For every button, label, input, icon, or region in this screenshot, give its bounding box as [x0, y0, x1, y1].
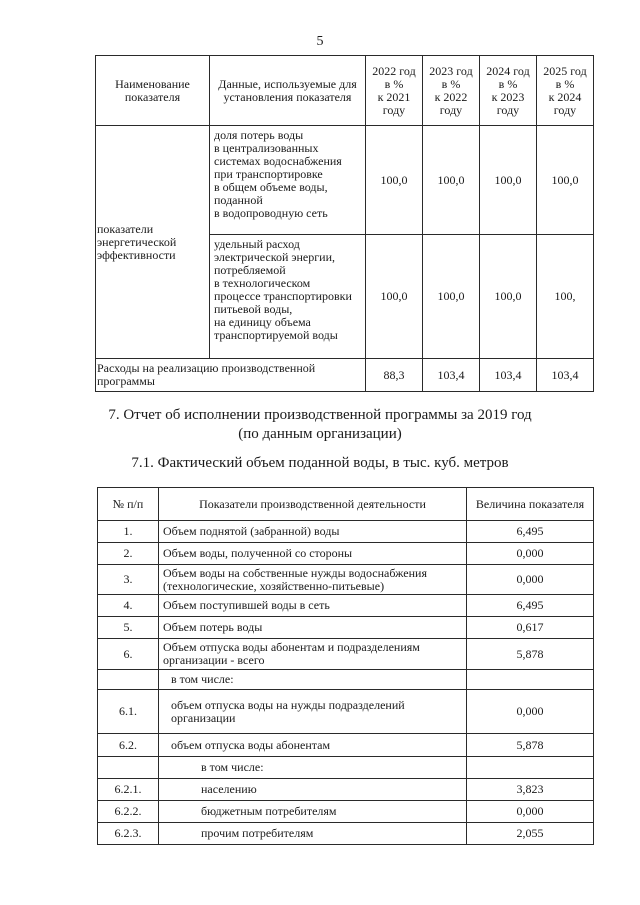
value-cell: 100, — [537, 235, 594, 359]
table-row — [98, 734, 594, 757]
table-row — [98, 801, 594, 823]
value-cell: 103,4 — [537, 359, 594, 392]
row-number: 4. — [98, 595, 159, 617]
table-row — [98, 543, 594, 565]
row-label: Объем поступившей воды в сеть — [159, 595, 467, 617]
row-label: населению — [159, 779, 467, 801]
table-row — [98, 617, 594, 639]
group-name-energy-efficiency: показатели энергетической эффективности — [96, 126, 210, 359]
row-number: 6.2.2. — [98, 801, 159, 823]
row-number: 1. — [98, 521, 159, 543]
row-value: 0,000 — [467, 543, 594, 565]
water-volume-table — [97, 487, 594, 845]
row-value — [467, 757, 594, 779]
row-label: Объем отпуска воды абонентам и подразделениям организации - всего — [159, 639, 467, 670]
row-label-including: в том числе: — [159, 670, 467, 690]
row-label: бюджетным потребителям — [159, 801, 467, 823]
value-cell: 100,0 — [480, 126, 537, 235]
row-value — [467, 670, 594, 690]
value-cell: 100,0 — [366, 126, 423, 235]
table-row — [98, 823, 594, 845]
header-number: № п/п — [98, 488, 159, 521]
row-number: 6.2. — [98, 734, 159, 757]
row-value: 5,878 — [467, 639, 594, 670]
row-value: 0,000 — [467, 565, 594, 595]
row-number: 5. — [98, 617, 159, 639]
row-number: 6. — [98, 639, 159, 670]
row-label: объем отпуска воды на нужды подразделений организации — [159, 690, 467, 734]
row-number: 2. — [98, 543, 159, 565]
row-value: 0,000 — [467, 801, 594, 823]
table-row — [96, 359, 594, 392]
row-label: Объем воды, полученной со стороны — [159, 543, 467, 565]
row-value: 5,878 — [467, 734, 594, 757]
header-year-2023: 2023 год в % к 2022 году — [423, 56, 480, 126]
value-cell: 100,0 — [480, 235, 537, 359]
header-year-2022: 2022 год в % к 2021 году — [366, 56, 423, 126]
table-row — [98, 565, 594, 595]
table-row — [96, 126, 594, 235]
value-cell: 100,0 — [423, 126, 480, 235]
header-value: Величина показателя — [467, 488, 594, 521]
row-label: прочим потребителям — [159, 823, 467, 845]
row-number: 3. — [98, 565, 159, 595]
row-number: 6.2.3. — [98, 823, 159, 845]
header-indicators: Показатели производственной деятельности — [159, 488, 467, 521]
water-loss-share-description: доля потерь воды в централизованных системах водоснабжения при транспортировке в общем объеме воды, поданной в водопроводную сеть — [210, 126, 366, 235]
row-label: Объем воды на собственные нужды водоснабжения (технологические, хозяйственно-питьевые) — [159, 565, 467, 595]
table2-header-row — [98, 488, 594, 521]
row-number — [98, 670, 159, 690]
header-year-2025: 2025 год в % к 2024 году — [537, 56, 594, 126]
section-7-heading: 7. Отчет об исполнении производственной программы за 2019 год (по данным организации) — [108, 407, 532, 442]
table1-header-row — [96, 56, 594, 126]
expenses-label: Расходы на реализацию производственной программы — [96, 359, 366, 392]
header-data-used: Данные, используемые для установления показателя — [210, 56, 366, 126]
row-value: 6,495 — [467, 521, 594, 543]
energy-efficiency-table — [95, 55, 594, 392]
page-number: 5 — [316, 34, 324, 49]
row-label: Объем поднятой (забранной) воды — [159, 521, 467, 543]
row-number: 6.1. — [98, 690, 159, 734]
electricity-consumption-description: удельный расход электрической энергии, потребляемой в технологическом процессе транспортировки питьевой воды, на единицу объема транспортируемой воды — [210, 235, 366, 359]
table-row — [98, 779, 594, 801]
value-cell: 100,0 — [537, 126, 594, 235]
row-value: 2,055 — [467, 823, 594, 845]
header-indicator-name: Наименование показателя — [96, 56, 210, 126]
table-row — [98, 521, 594, 543]
table-row — [98, 639, 594, 670]
row-label-including: в том числе: — [159, 757, 467, 779]
row-value: 0,617 — [467, 617, 594, 639]
table-row — [98, 670, 594, 690]
row-value: 3,823 — [467, 779, 594, 801]
table-row — [98, 757, 594, 779]
value-cell: 103,4 — [480, 359, 537, 392]
value-cell: 100,0 — [366, 235, 423, 359]
value-cell: 88,3 — [366, 359, 423, 392]
row-value: 0,000 — [467, 690, 594, 734]
table-row — [98, 595, 594, 617]
header-year-2024: 2024 год в % к 2023 году — [480, 56, 537, 126]
value-cell: 100,0 — [423, 235, 480, 359]
row-label: Объем потерь воды — [159, 617, 467, 639]
table-row — [98, 690, 594, 734]
row-number — [98, 757, 159, 779]
row-value: 6,495 — [467, 595, 594, 617]
row-label: объем отпуска воды абонентам — [159, 734, 467, 757]
value-cell: 103,4 — [423, 359, 480, 392]
section-7-1-heading: 7.1. Фактический объем поданной воды, в тыс. куб. метров — [131, 455, 509, 471]
row-number: 6.2.1. — [98, 779, 159, 801]
